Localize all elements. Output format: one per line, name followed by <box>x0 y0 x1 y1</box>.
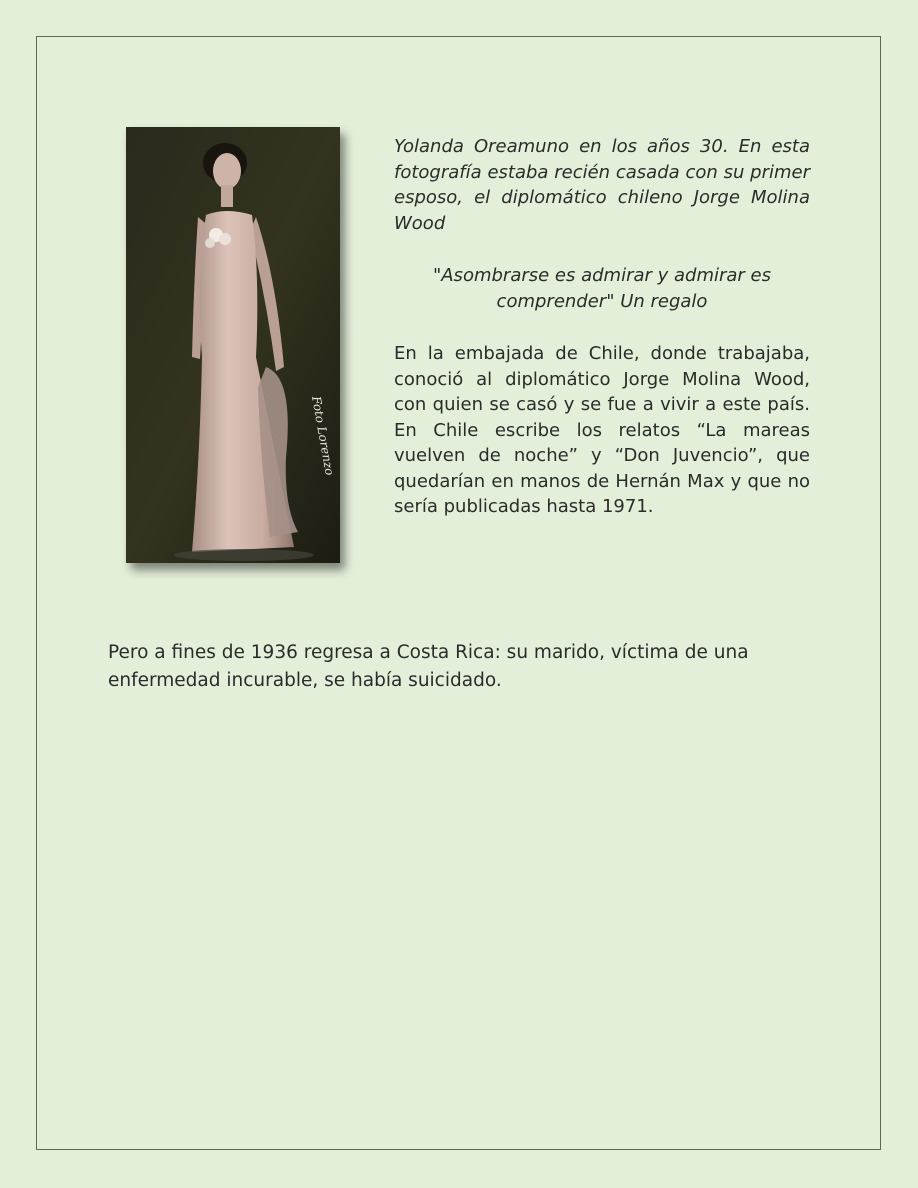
right-column <box>394 134 810 520</box>
photo-caption: Yolanda Oreamuno en los años 30. En esta fotografía estaba recién casada con su primer esposo, el diplomático chileno Jorge Molina Wood <box>394 136 810 234</box>
quote: "Asombrarse es admirar y admirar es comprender" Un regalo <box>432 265 772 312</box>
portrait-photo <box>126 127 340 563</box>
photo-signature: Foto Lorenzo <box>309 395 337 477</box>
body-paragraph: En la embajada de Chile, donde trabajaba, conoció al diplomático Jorge Molina Wood, con quien se casó y se fue a vivir a este país. En Chile escribe los relatos “La mareas vuelven de noche” y “Don Juvencio”, que quedarían en manos de Hernán Max y que no sería publicadas hasta 1971. <box>394 343 810 517</box>
bottom-paragraph: Pero a fines de 1936 regresa a Costa Rica: su marido, víctima de una enfermedad incurable, se había suicidado. <box>108 642 749 691</box>
